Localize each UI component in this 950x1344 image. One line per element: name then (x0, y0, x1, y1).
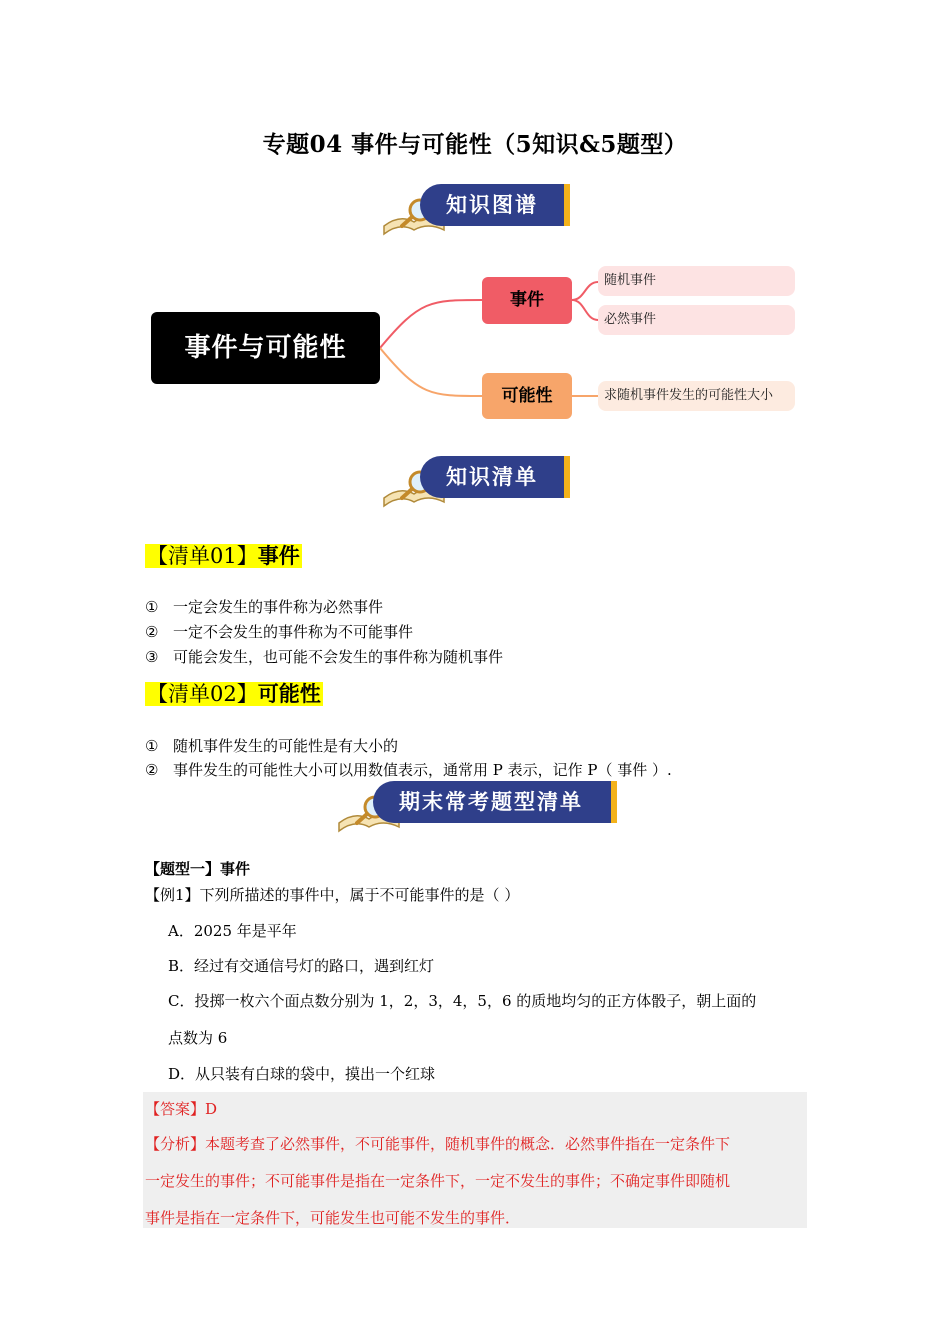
option-b: B．经过有交通信号灯的路口，遇到红灯 (168, 957, 435, 975)
heading-prefix: 【清单01】 (147, 544, 258, 568)
heading-title: 事件 (257, 544, 300, 568)
mindmap-leaf-random-event: 随机事件 (598, 266, 795, 296)
mindmap-root: 事件与可能性 (151, 312, 380, 384)
heading-prefix: 【清单02】 (147, 682, 258, 706)
section-heading-list02 (145, 678, 323, 708)
banner-label: 知识图谱 (420, 184, 570, 226)
banner-label: 知识清单 (420, 456, 570, 498)
type-heading: 【题型一】事件 (145, 860, 251, 878)
banner-label: 期末常考题型清单 (373, 781, 617, 823)
heading-title: 可能性 (257, 682, 321, 706)
option-a: A．2025 年是平年 (168, 922, 297, 940)
page-title: 专题04 事件与可能性（5知识&5题型） (262, 131, 688, 158)
banner-exam-types (335, 781, 617, 827)
question-text: 【例1】下列所描述的事件中，属于不可能事件的是（ ） (145, 886, 520, 904)
analysis-line: 【分析】本题考查了必然事件，不可能事件，随机事件的概念．必然事件指在一定条件下 (145, 1135, 731, 1153)
banner-knowledge-list (380, 456, 570, 502)
list-item: ② 事件发生的可能性大小可以用数值表示，通常用 P 表示，记作 P（ 事件 ）. (145, 761, 672, 779)
mindmap-connectors (0, 260, 950, 440)
mindmap-node-event: 事件 (482, 277, 572, 324)
list-item: ① 随机事件发生的可能性是有大小的 (145, 737, 399, 755)
option-c: C．投掷一枚六个面点数分别为 1，2，3，4，5，6 的质地均匀的正方体骰子，朝上面的 (168, 992, 757, 1010)
mindmap-leaf-certain-event: 必然事件 (598, 305, 795, 335)
analysis-line: 一定发生的事件；不可能事件是指在一定条件下，一定不发生的事件；不确定事件即随机 (145, 1172, 731, 1190)
mindmap-leaf-probability: 求随机事件发生的可能性大小 (598, 381, 795, 411)
mindmap-node-possibility: 可能性 (482, 373, 572, 419)
banner-knowledge-map (380, 184, 570, 230)
list-item: ② 一定不会发生的事件称为不可能事件 (145, 623, 414, 641)
list-item: ① 一定会发生的事件称为必然事件 (145, 598, 384, 616)
option-d: D．从只装有白球的袋中，摸出一个红球 (168, 1065, 436, 1083)
option-c-cont: 点数为 6 (168, 1029, 228, 1047)
analysis-line: 事件是指在一定条件下，可能发生也可能不发生的事件． (145, 1209, 521, 1227)
list-item: ③ 可能会发生，也可能不会发生的事件称为随机事件 (145, 648, 504, 666)
section-heading-list01 (145, 540, 302, 570)
answer-text: 【答案】D (145, 1100, 218, 1118)
